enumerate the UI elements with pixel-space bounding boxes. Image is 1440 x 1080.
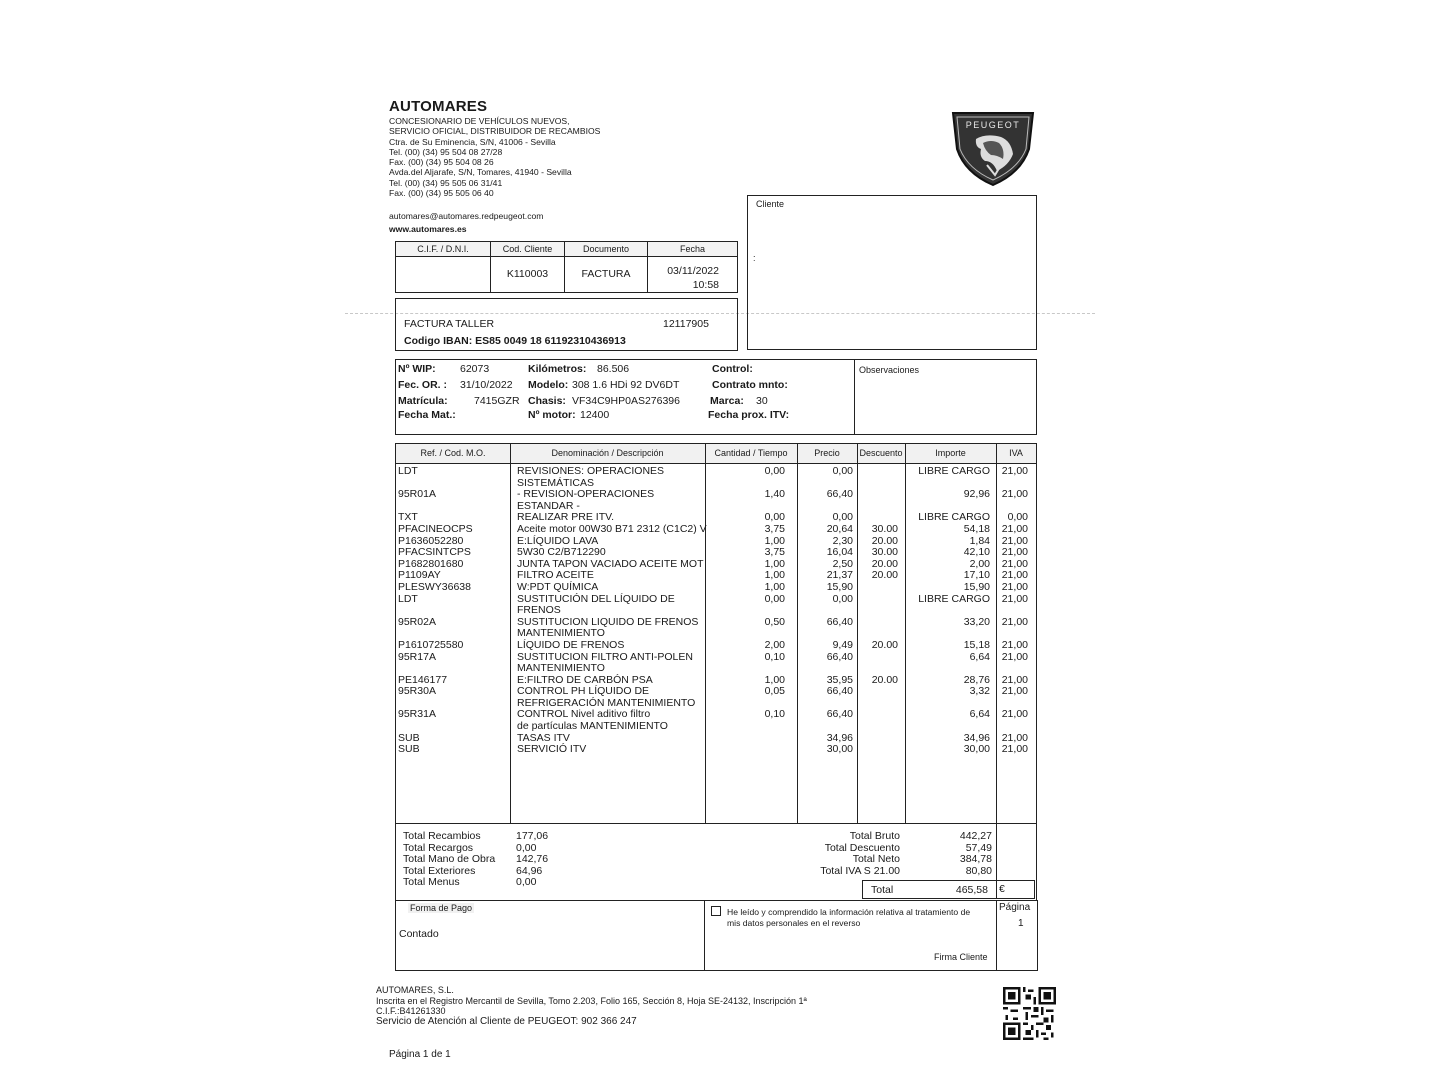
col-header-amount: Importe [905,444,996,464]
client-box [747,195,1037,350]
cell-price: 0,00 [832,592,853,605]
consent-line: He leído y comprendido la información relativa al tratamiento de [727,907,971,917]
grand-total-value: 465,58 [955,884,988,896]
fecha-date: 03/11/2022 [667,265,719,277]
cell-iva: 21,00 [1001,546,1028,559]
matricula-value: 7415GZR [474,395,520,407]
cell-price: 66,40 [826,708,853,721]
cell-price: 16,04 [826,546,853,559]
cell-disc: 20.00 [871,638,898,651]
cell-price: 66,40 [826,615,853,628]
total-left-value: 0,00 [516,876,537,889]
cell-price: 35,95 [826,673,853,686]
company-address-block [389,116,600,198]
cell-price: 20,64 [826,522,853,535]
invoice-lines-table [395,443,1037,824]
cell-desc: FRENOS [517,604,561,617]
company-line: Fax. (00) (34) 95 505 06 40 [389,188,494,199]
col-header-qty: Cantidad / Tiempo [705,444,797,464]
fecha-time: 10:58 [692,279,719,291]
table-row [396,582,1036,594]
cell-iva: 21,00 [1001,708,1028,721]
cell-desc: E:LÍQUIDO LAVA [517,534,599,547]
table-row [396,512,1036,524]
vehicle-info-box [395,359,1037,435]
col-divider [996,824,997,880]
invoice-number: 12117905 [663,318,709,330]
cell-desc: CONTROL Nivel aditivo filtro [517,708,651,721]
cell-disc: 20.00 [871,673,898,686]
cell-desc: CONTROL PH LÍQUIDO DE [517,685,650,698]
cell-imp: 17,10 [963,569,990,582]
total-right-value: 57,49 [965,841,992,854]
grand-total-box [862,880,1035,899]
cell-desc: FILTRO ACEITE [517,569,594,582]
cell-iva: 21,00 [1001,615,1028,628]
cell-iva: 21,00 [1001,580,1028,593]
invoice-type: FACTURA TALLER [404,318,495,330]
km-value: 86.506 [597,363,630,375]
currency-divider [996,881,997,898]
cell-iva: 21,00 [1001,685,1028,698]
table-row [396,733,1036,745]
footer-line: C.I.F.:B41261330 [376,1006,446,1016]
cell-ref: LDT [398,465,418,477]
total-left-label: Total Mano de Obra [403,853,496,866]
total-right-value: 384,78 [959,853,992,866]
cell-desc: ESTANDAR - [517,499,580,512]
cell-desc: REVISIONES: OPERACIONES [517,465,665,477]
marca-value: 30 [756,395,768,407]
currency-symbol: € [999,883,1005,895]
col-header-discount: Descuento [857,444,905,464]
cell-qty: 1,00 [764,534,785,547]
page-number: 1 [1018,918,1024,929]
contrato-label: Contrato mnto: [712,379,788,391]
document-info-table [395,241,738,293]
cell-disc: 20.00 [871,557,898,570]
total-right-label: Total IVA S 21.00 [820,864,900,877]
grand-total-label: Total [871,884,894,896]
fecha-value [648,264,737,292]
cell-price: 9,49 [832,638,853,651]
fecha-header: Fecha [648,242,737,257]
col-header-price: Precio [797,444,857,464]
cell-imp: 3,32 [969,685,990,698]
total-left-label: Total Menus [403,876,460,889]
control-label: Control: [712,363,753,375]
table-row [396,617,1036,629]
client-signature-label: Firma Cliente [934,952,988,962]
peugeot-logo-text: PEUGEOT [965,120,1021,130]
table-row [396,594,1036,606]
matricula-label: Matrícula: [398,395,448,407]
cell-ref: 95R01A [398,488,436,501]
chasis-value: VF34C9HP0AS276396 [572,395,680,407]
cell-price: 0,00 [832,465,853,477]
privacy-consent-checkbox[interactable] [711,906,721,916]
table-row [396,675,1036,687]
footer-line: Inscrita en el Registro Mercantil de Sevilla, Tomo 2.203, Folio 165, Sección 8, Hoja SE-24132, Inscripción 1ª [376,995,807,1006]
cell-imp: 54,18 [963,522,990,535]
table-row [396,698,1036,710]
cell-qty: 3,75 [764,522,785,535]
documento-column [565,242,648,292]
company-line: Ctra. de Su Eminencia, S/N, 41006 - Sevilla [389,136,556,147]
cell-imp: 6,64 [969,708,990,721]
forma-pago-value: Contado [399,928,439,940]
cell-desc: 5W30 C2/B712290 [517,546,606,559]
cell-price: 66,40 [826,650,853,663]
cell-qty: 1,40 [764,488,785,501]
cell-qty: 0,00 [764,465,785,477]
total-right-label: Total Neto [852,853,900,866]
cell-iva: 21,00 [1001,465,1028,477]
motor-label: Nº motor: [528,409,576,421]
chasis-label: Chasis: [528,395,566,407]
cell-qty: 1,00 [764,569,785,582]
cod-cliente-column [491,242,565,292]
company-line: Avda.del Aljarafe, S/N, Tomares, 41940 - Sevilla [389,167,572,178]
cell-disc: 30.00 [871,522,898,535]
cell-imp: 30,00 [963,743,990,756]
cell-ref: P1636052280 [398,534,464,547]
fecor-value: 31/10/2022 [460,379,513,391]
cell-disc: 20.00 [871,534,898,547]
cell-imp: 28,76 [963,673,990,686]
company-line: Tel. (00) (34) 95 504 08 27/28 [389,146,503,157]
cell-imp: 34,96 [963,731,990,744]
table-row [396,536,1036,548]
table-row [396,478,1036,490]
total-left-value: 64,96 [516,864,543,877]
cell-iva: 21,00 [1001,650,1028,663]
payment-box [395,900,1038,971]
company-line: CONCESIONARIO DE VEHÍCULOS NUEVOS, [389,116,570,126]
table-row [396,628,1036,640]
payment-divider [704,901,705,970]
page-divider [996,901,997,970]
total-right-value: 80,80 [965,864,992,877]
total-right-label: Total Bruto [849,830,900,842]
table-row [396,709,1036,721]
table-row [396,652,1036,664]
cell-iva: 21,00 [1001,592,1028,605]
cell-price: 2,50 [832,557,853,570]
cell-ref: 95R02A [398,615,436,628]
cell-qty: 0,10 [764,708,785,721]
cell-ref: PFACINEOCPS [398,522,473,535]
cell-desc: SUSTITUCIÓN DEL LÍQUIDO DE [517,592,675,605]
total-right-value: 442,27 [959,830,992,842]
cod-cliente-value: K110003 [506,268,549,280]
motor-value: 12400 [580,409,610,421]
modelo-value: 308 1.6 HDi 92 DV6DT [572,379,680,391]
table-row [396,489,1036,501]
company-line: SERVICIO OFICIAL, DISTRIBUIDOR DE RECAMBIOS [389,126,601,137]
cell-ref: PE146177 [398,673,448,686]
peugeot-logo [951,109,1035,187]
fechamat-label: Fecha Mat.: [398,409,456,421]
fecor-label: Fec. OR. : [398,379,448,391]
cell-imp: 6,64 [969,650,990,663]
table-row [396,640,1036,652]
cod-cliente-header: Cod. Cliente [491,242,564,257]
cell-ref: 95R31A [398,708,436,721]
cell-qty: 3,75 [764,546,785,559]
cell-iva: 21,00 [1001,488,1028,501]
table-row [396,721,1036,733]
cell-ref: SUB [398,743,420,756]
footer-line: AUTOMARES, S.L. [376,985,454,995]
company-contact [389,210,543,236]
cell-desc: de partículas MANTENIMIENTO [517,720,668,733]
modelo-label: Modelo: [528,379,569,391]
cell-desc: SUSTITUCION LIQUIDO DE FRENOS [517,615,699,628]
cell-imp: 15,18 [963,638,990,651]
table-row [396,605,1036,617]
wip-label: Nº WIP: [398,363,436,375]
cell-ref: 95R30A [398,685,436,698]
legal-footer [376,985,807,1027]
wip-value: 62073 [460,363,490,375]
company-line: Fax. (00) (34) 95 504 08 26 [389,157,494,168]
cell-imp: 15,90 [963,580,990,593]
cell-desc: JUNTA TAPON VACIADO ACEITE MOT [517,557,704,570]
qr-code [1003,987,1056,1040]
cell-imp: LIBRE CARGO [918,592,990,605]
cell-disc: 20.00 [871,569,898,582]
footer-line: Servicio de Atención al Cliente de PEUGEOT: 902 366 247 [376,1015,637,1027]
cell-qty: 1,00 [764,557,785,570]
cell-iva: 21,00 [1001,557,1028,570]
documento-header: Documento [565,242,647,257]
company-line: Tel. (00) (34) 95 505 06 31/41 [389,177,503,188]
cell-qty: 0,10 [764,650,785,663]
company-name: AUTOMARES [389,98,488,115]
consent-line: mis datos personales en el reverso [727,917,861,928]
privacy-consent-text [727,907,970,928]
cell-iva: 21,00 [1001,522,1028,535]
cell-iva: 0,00 [1007,511,1028,524]
cif-column [396,242,491,292]
cell-desc: MANTENIMIENTO [517,627,605,640]
cell-desc: W:PDT QUÍMICA [517,580,599,593]
col-header-iva: IVA [996,444,1036,464]
total-left-value: 142,76 [516,853,549,866]
total-left-label: Total Exteriores [403,864,476,877]
cell-qty: 0,00 [764,511,785,524]
col-header-ref: Ref. / Cod. M.O. [396,444,510,464]
documento-value: FACTURA [581,268,631,280]
cell-desc: TASAS ITV [517,731,570,744]
page-label: Página [999,902,1031,913]
invoice-lines-body [396,466,1036,756]
iban: Codigo IBAN: ES85 0049 18 61192310436913 [404,335,626,347]
total-left-value: 0,00 [516,841,537,854]
total-left-label: Total Recambios [403,830,481,842]
cell-ref: 95R17A [398,650,436,663]
cell-ref: P1682801680 [398,557,464,570]
cell-iva: 21,00 [1001,569,1028,582]
table-row [396,686,1036,698]
cif-header: C.I.F. / D.N.I. [396,242,490,257]
forma-pago-label: Forma de Pago [410,903,473,913]
invoice-type-box [395,298,738,351]
cell-qty: 1,00 [764,673,785,686]
cell-price: 66,40 [826,685,853,698]
cell-qty: 0,05 [764,685,785,698]
cell-imp: LIBRE CARGO [918,465,990,477]
cell-price: 34,96 [826,731,853,744]
cell-desc: REALIZAR PRE ITV. [517,511,615,524]
cell-qty: 0,00 [764,592,785,605]
cell-ref: LDT [398,592,418,605]
cell-desc: Aceite motor 00W30 B71 2312 (C1C2) V [517,522,707,535]
cell-ref: P1109AY [398,569,441,582]
cell-imp: LIBRE CARGO [918,511,990,524]
cell-iva: 21,00 [1001,534,1028,547]
col-header-desc: Denominación / Descripción [510,444,705,464]
cell-price: 30,00 [826,743,853,756]
cell-disc: 30.00 [871,546,898,559]
cell-desc: REFRIGERACIÓN MANTENIMIENTO [517,696,696,709]
table-row [396,466,1036,478]
cell-desc: - REVISION-OPERACIONES [517,488,655,501]
cell-iva: 21,00 [1001,673,1028,686]
cell-price: 66,40 [826,488,853,501]
cell-desc: SERVICIÓ ITV [517,743,587,756]
observaciones-divider [854,360,855,434]
fecha-column [648,242,737,292]
table-row [396,559,1036,571]
total-right-label: Total Descuento [824,841,900,854]
total-left-value: 177,06 [516,830,549,842]
cell-iva: 21,00 [1001,743,1028,756]
cell-ref: TXT [398,511,418,524]
table-row [396,744,1036,756]
cell-qty: 1,00 [764,580,785,593]
cell-desc: LÍQUIDO DE FRENOS [517,638,625,651]
cell-qty: 2,00 [764,638,785,651]
table-row [396,663,1036,675]
table-row [396,547,1036,559]
page-counter: Página 1 de 1 [389,1049,451,1060]
cell-ref: P1610725580 [398,638,464,651]
cell-imp: 2,00 [969,557,990,570]
cell-price: 21,37 [826,569,853,582]
cell-desc: SISTEMÁTICAS [517,476,595,489]
cell-imp: 42,10 [963,546,990,559]
observaciones-label: Observaciones [859,365,920,375]
company-web: www.automares.es [389,224,467,234]
total-left-label: Total Recargos [403,841,474,854]
table-row [396,524,1036,536]
cell-iva: 21,00 [1001,638,1028,651]
cell-desc: SUSTITUCION FILTRO ANTI-POLEN [517,650,693,663]
itv-label: Fecha prox. ITV: [708,409,790,421]
cell-qty: 0,50 [764,615,785,628]
client-label: Cliente [756,199,785,209]
cell-imp: 33,20 [963,615,990,628]
cell-ref: PLESWY36638 [398,580,471,593]
client-colon: : [753,253,756,263]
cell-desc: MANTENIMIENTO [517,662,605,675]
km-label: Kilómetros: [528,363,587,375]
cell-imp: 1,84 [969,534,990,547]
cell-desc: E:FILTRO DE CARBÓN PSA [517,673,653,686]
cell-ref: PFACSINTCPS [398,546,471,559]
cell-iva: 21,00 [1001,731,1028,744]
cell-price: 2,30 [832,534,853,547]
company-email: automares@automares.redpeugeot.com [389,211,544,221]
cell-price: 15,90 [826,580,853,593]
cell-ref: SUB [398,731,420,744]
table-row [396,570,1036,582]
cell-imp: 92,96 [963,488,990,501]
cell-price: 0,00 [832,511,853,524]
totals-box [395,824,1037,901]
marca-label: Marca: [710,395,744,407]
